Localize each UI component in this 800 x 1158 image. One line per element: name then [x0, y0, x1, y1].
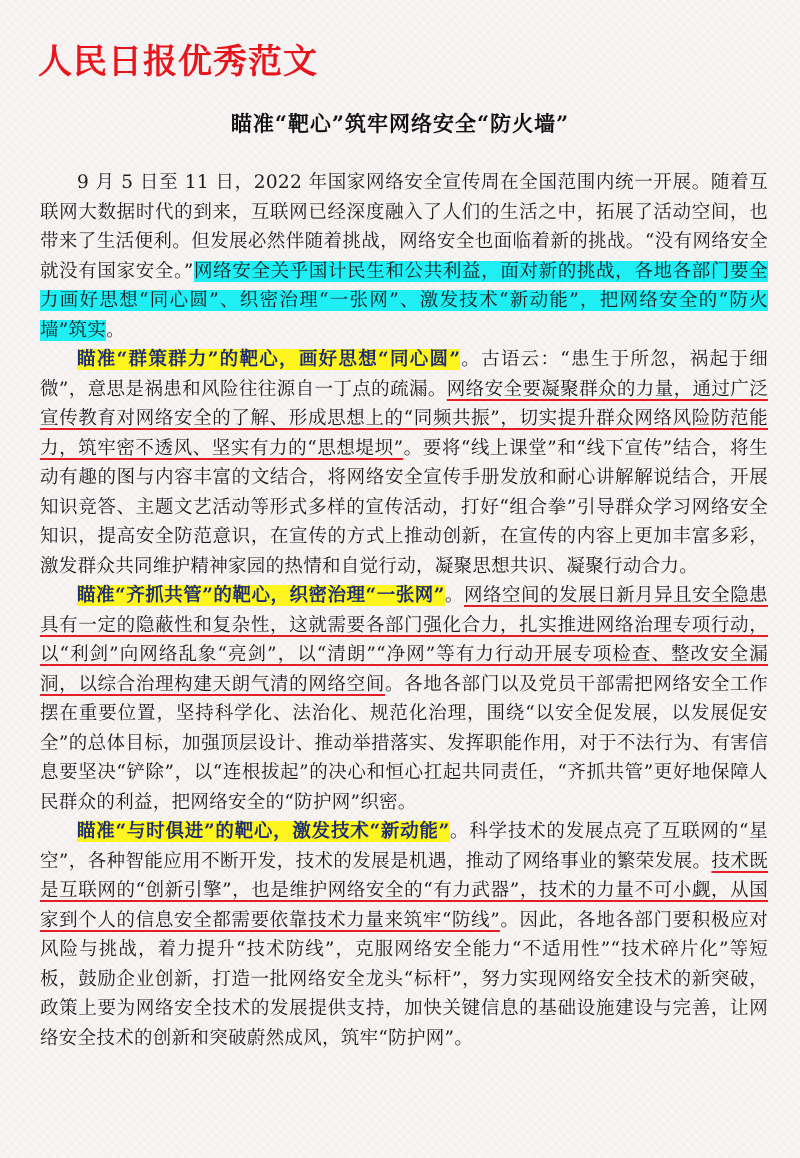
paragraph-section-2: [40, 581, 768, 817]
intro-highlight: 网络安全关乎国计民生和公共利益，面对新的挑战，各地各部门要全力画好思想“同心圆”、织密治理“一张网”、激发技术“新动能”，把网络安全的“防火墙”筑实: [40, 260, 768, 341]
paragraph-section-1: [40, 345, 768, 581]
article-title: 瞄准“靶心”筑牢网络安全“防火墙”: [230, 111, 570, 136]
section-1-text-a: 。古语云：“患生于所忽，祸起于细微”，意思是祸患和风险往往源自一丁点的疏漏。: [40, 349, 768, 400]
page-header-title: 人民日报优秀范文: [38, 42, 318, 82]
section-3-text-b: 。因此，各地各部门要积极应对风险与挑战，着力提升“技术防线”，克服网络安全能力“不适用性”“技术碎片化”等短板，鼓励企业创新，打造一批网络安全龙头“标杆”，努力实现网络安全技术的新突破，政策上要为网络安全技术的发展提供支持，加快关键信息的基础设施建设与完善，让网络安全技术的创新和突破蔚然成风，筑牢“防护网”。: [40, 909, 769, 1049]
paragraph-intro: [40, 168, 768, 345]
article-body: [40, 168, 768, 1053]
section-1-text-b: 。要将“线上课堂”和“线下宣传”结合，将生动有趣的图与内容丰富的文结合，将网络安全宣传手册发放和耐心讲解解说结合，开展知识竞答、主题文艺活动等形式多样的宣传活动，打好“组合拳”引导群众学习网络安全知识，提高安全防范意识，在宣传的方式上推动创新，在宣传的内容上更加丰富多彩，激发群众共同维护精神家园的热情和自觉行动，凝聚思想共识、凝聚行动合力。: [40, 437, 768, 577]
section-2-text-b: 。各地各部门以及党员干部需把网络安全工作摆在重要位置，坚持科学化、法治化、规范化治理，围绕“以安全促发展，以发展促安全”的总体目标，加强顶层设计、推动举措落实、发挥职能作用，对于不法行为、有害信息要坚决“铲除”，以“连根拔起”的决心和恒心扛起共同责任，“齐抓共管”更好地保障人民群众的利益，把网络安全的“防护网”织密。: [40, 673, 768, 813]
section-1-underlined: 网络安全要凝聚群众的力量，通过广泛宣传教育对网络安全的了解、形成思想上的“同频共振”，切实提升群众网络风险防范能力，筑牢密不透风、坚实有力的“思想堤坝”: [40, 378, 768, 459]
paragraph-section-3: [40, 817, 768, 1053]
intro-tail: 。: [106, 319, 125, 341]
section-1-heading: 瞄准“群策群力”的靶心，画好思想“同心圆”: [77, 349, 461, 370]
section-2-underlined: 网络空间的发展日新月异且安全隐患具有一定的隐蔽性和复杂性，这就需要各部门强化合力，扎实推进网络治理专项行动，以“利剑”向网络乱象“亮剑”，以“清朗”“净网”等有力行动开展专项检查、整改安全漏洞，以综合治理构建天朗气清的网络空间: [40, 585, 768, 695]
section-3-underlined: 技术既是互联网的“创新引擎”，也是维护网络安全的“有力武器”，技术的力量不可小觑，从国家到个人的信息安全都需要依靠技术力量来筑牢“防线”: [40, 850, 768, 931]
section-2-heading: 瞄准“齐抓共管”的靶心，织密治理“一张网”: [77, 585, 445, 606]
section-3-heading: 瞄准“与时俱进”的靶心，激发技术“新动能”: [77, 821, 450, 842]
section-2-text-a: 。: [444, 585, 464, 606]
intro-text: 9 月 5 日至 11 日，2022 年国家网络安全宣传周在全国范围内统一开展。随着互联网大数据时代的到来，互联网已经深度融入了人们的生活之中，拓展了活动空间，也带来了生活便利。但发展必然伴随着挑战，网络安全也面临着新的挑战。“没有网络安全就没有国家安全。”: [40, 172, 768, 282]
section-3-text-a: 。科学技术的发展点亮了互联网的“星空”，各种智能应用不断开发，技术的发展是机遇，推动了网络事业的繁荣发展。: [40, 821, 768, 872]
